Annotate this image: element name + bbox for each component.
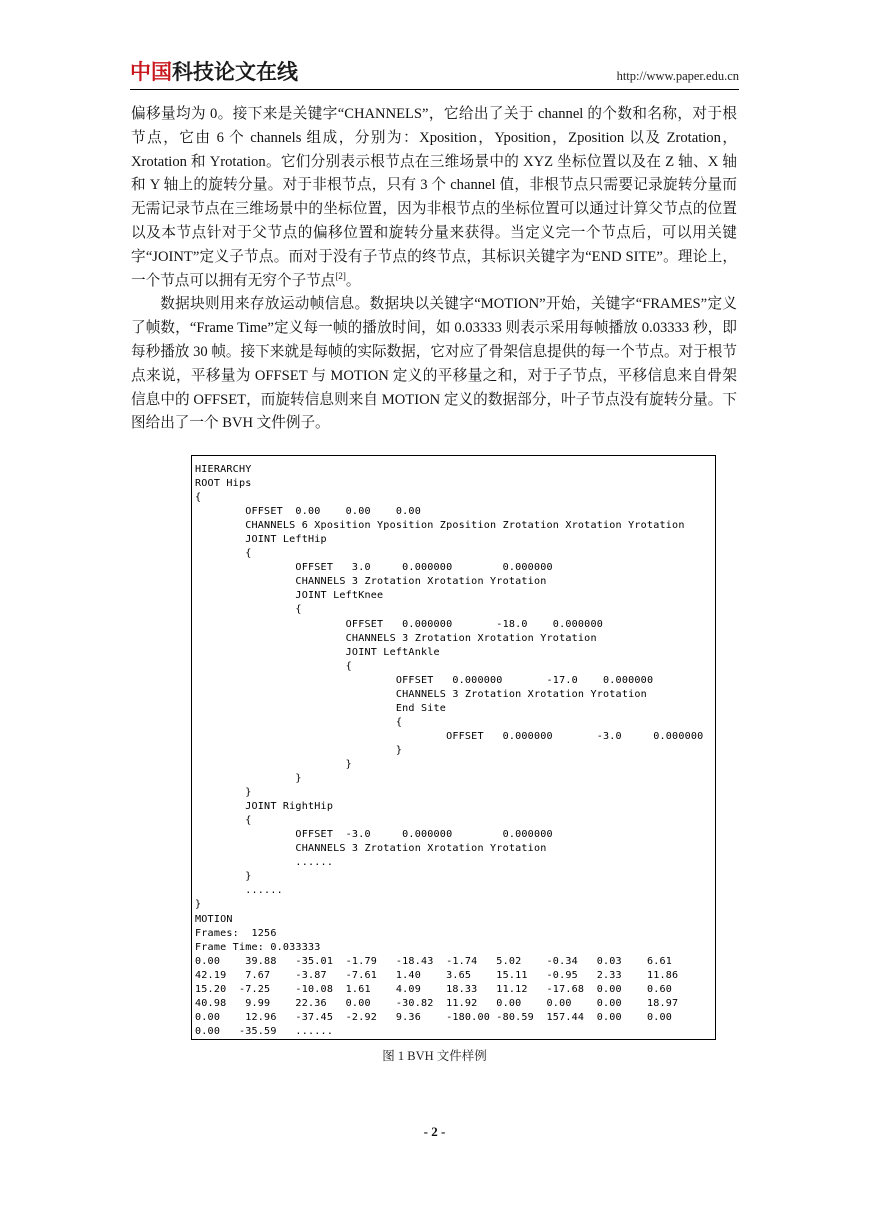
code-line: JOINT LeftHip	[195, 534, 327, 546]
code-line: {	[195, 660, 352, 672]
code-line: OFFSET 0.000000 -18.0 0.000000	[195, 618, 604, 630]
bvh-code-figure	[191, 455, 716, 1040]
code-line: HIERARCHY	[195, 464, 252, 475]
code-line: {	[195, 716, 403, 728]
code-line: 40.98 9.99 22.36 0.00 -30.82 11.92 0.00 0.00 0.00 18.97	[195, 997, 679, 1009]
code-line: 0.00 39.88 -35.01 -1.79 -18.43 -1.74 5.02 -0.34 0.03 6.61	[195, 955, 673, 967]
code-line: 42.19 7.67 -3.87 -7.61 1.40 3.65 15.11 -0.95 2.33 11.86	[195, 969, 679, 981]
figure-caption: 图 1 BVH 文件样例	[382, 1049, 487, 1063]
code-line: }	[195, 744, 403, 756]
code-line: ......	[195, 885, 283, 897]
code-line: JOINT LeftAnkle	[195, 646, 440, 658]
code-line: Frame Time: 0.033333	[195, 941, 321, 953]
code-line: JOINT RightHip	[195, 801, 334, 813]
code-line: 0.00 -35.59 ......	[195, 1025, 334, 1037]
code-line: {	[195, 492, 202, 504]
code-line: }	[195, 758, 352, 770]
code-line: End Site	[195, 702, 447, 714]
code-line: Frames: 1256	[195, 927, 277, 939]
logo-text-dark: 科技论文在线	[172, 60, 298, 84]
code-line: CHANNELS 6 Xposition Yposition Zposition Zrotation Xrotation Yrotation	[195, 520, 685, 532]
code-line: OFFSET 0.00 0.00 0.00	[195, 506, 421, 518]
code-line: 0.00 12.96 -37.45 -2.92 9.36 -180.00 -80.59 157.44 0.00 0.00	[195, 1011, 673, 1023]
code-line: MOTION	[195, 913, 233, 925]
code-line: CHANNELS 3 Zrotation Xrotation Yrotation	[195, 688, 647, 700]
logo-text-red: 中国	[130, 60, 172, 84]
paragraph-1-text: 偏移量均为 0。接下来是关键字“CHANNELS”，它给出了关于 channel 的个数和名称，对于根节点，它由 6 个 channels 组成，分别为：Xposition，Yposition，Zposition 以及 Zrotation，Xrotation 和 Yrotation。它们分别表示根节点在三维场景中的 XYZ 坐标位置以及在 Z 轴、X 轴和 Y 轴上的旋转分量。对于非根节点，只有 3 个 channel 值，非根节点只需要记录旋转分量而无需记录节点在三维场景中的坐标位置，因为非根节点的坐标位置可以通过计算父节点的位置以及本节点针对于父节点的偏移位置和旋转分量来获得。当定义完一个节点后，可以用关键字“JOINT”定义子节点。而对于没有子节点的终节点，其标识关键字为“END SITE”。理论上，一个节点可以拥有无穷个子节点	[131, 106, 738, 289]
code-line: }	[195, 773, 302, 785]
code-line: OFFSET 0.000000 -3.0 0.000000	[195, 730, 704, 742]
code-line: }	[195, 871, 252, 883]
code-line: {	[195, 604, 302, 616]
page-header	[130, 58, 739, 88]
body-text	[131, 103, 737, 436]
site-logo	[130, 58, 298, 84]
code-line: {	[195, 815, 252, 827]
code-line: OFFSET 0.000000 -17.0 0.000000	[195, 674, 654, 686]
paragraph-1-end: 。	[345, 272, 361, 289]
header-url[interactable]: http://www.paper.edu.cn	[616, 69, 739, 83]
code-line: CHANNELS 3 Zrotation Xrotation Yrotation	[195, 843, 547, 855]
paragraph-2: 数据块则用来存放运动帧信息。数据块以关键字“MOTION”开始，关键字“FRAMES”定义了帧数，“Frame Time”定义每一帧的播放时间，如 0.03333 则表示采用每帧播放 0.03333 秒，即每秒播放 30 帧。接下来就是每帧的实际数据，它对应了骨架信息提供的每一个节点。对于根节点来说，平移量为 OFFSET 与 MOTION 定义的平移量之和，对于子节点，平移信息来自骨架信息中的 OFFSET，而旋转信息则来自 MOTION 定义的数据部分，叶子节点没有旋转分量。下图给出了一个 BVH 文件例子。	[131, 296, 737, 432]
code-line: CHANNELS 3 Zrotation Xrotation Yrotation	[195, 632, 597, 644]
citation-ref: [2]	[335, 270, 346, 281]
code-line: CHANNELS 3 Zrotation Xrotation Yrotation	[195, 576, 547, 588]
code-line: ......	[195, 857, 334, 869]
code-line: OFFSET -3.0 0.000000 0.000000	[195, 829, 553, 841]
code-line: {	[195, 548, 252, 560]
code-line: 15.20 -7.25 -10.08 1.61 4.09 18.33 11.12 -17.68 0.00 0.60	[195, 983, 673, 995]
code-line: }	[195, 787, 252, 799]
code-line: }	[195, 899, 202, 911]
page-number: - 2 -	[423, 1124, 446, 1139]
paragraph-1	[131, 103, 737, 293]
code-line: OFFSET 3.0 0.000000 0.000000	[195, 562, 553, 574]
code-line: JOINT LeftKnee	[195, 590, 384, 602]
bvh-code-listing	[192, 456, 715, 1039]
header-rule	[130, 89, 739, 90]
code-line: ROOT Hips	[195, 478, 252, 490]
